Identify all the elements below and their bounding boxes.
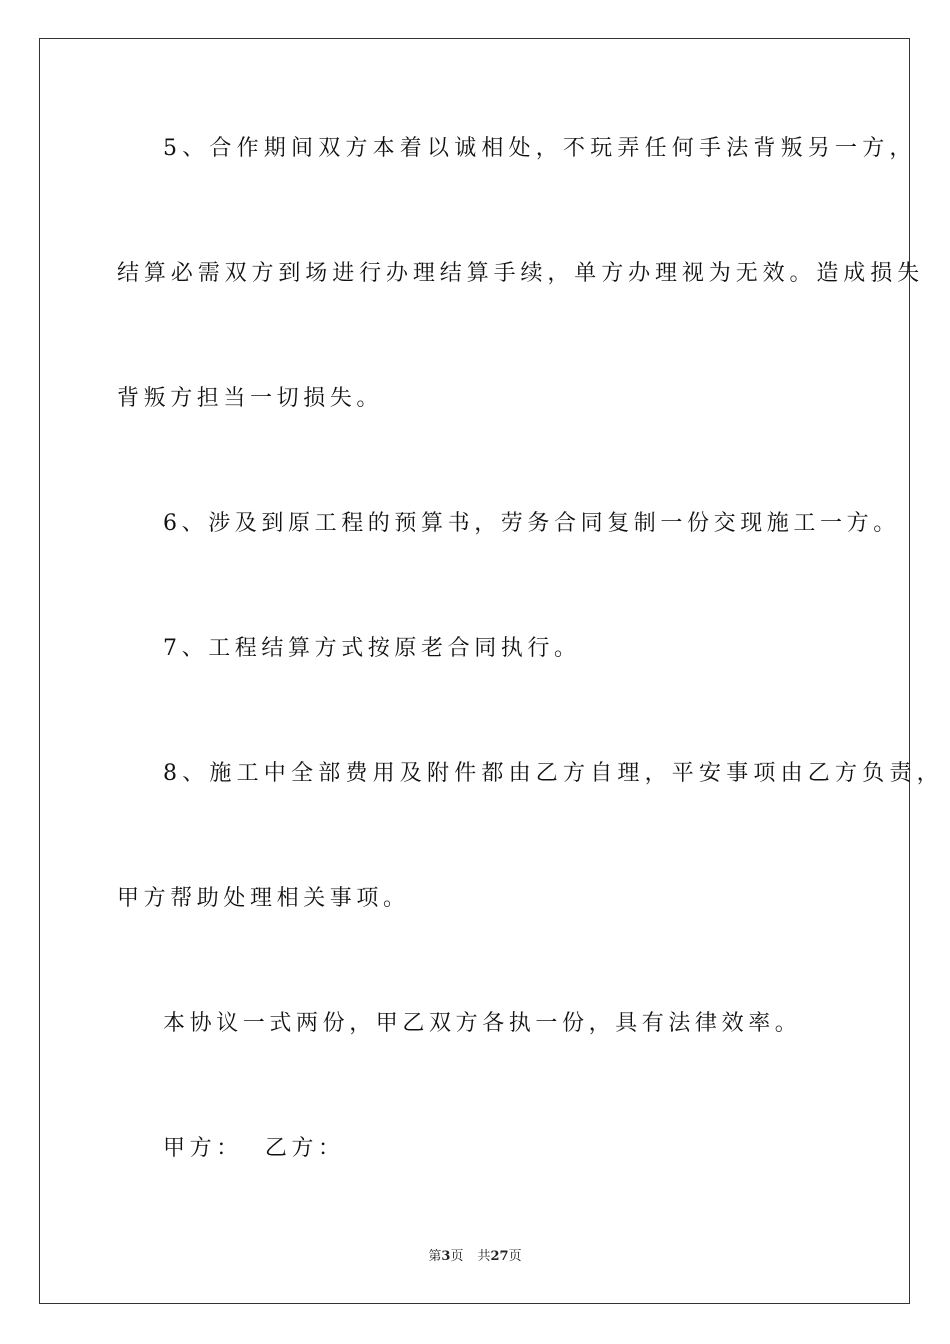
total-page-count: 27 bbox=[490, 1249, 509, 1264]
page-prefix: 第 bbox=[428, 1249, 442, 1264]
page-border bbox=[39, 38, 910, 1304]
party-a-label: 甲方： bbox=[163, 1136, 243, 1161]
total-prefix: 共 bbox=[477, 1249, 491, 1264]
paragraph-clause-6: 6、涉及到原工程的预算书，劳务合同复制一份交现施工一方。 bbox=[163, 511, 900, 536]
party-b-label: 乙方： bbox=[264, 1136, 345, 1161]
paragraph-clause-8-continued: 甲方帮助处理相关事项。 bbox=[117, 886, 410, 911]
current-page-number: 3 bbox=[441, 1249, 451, 1264]
paragraph-clause-5: 5、合作期间双方本着以诚相处，不玩弄任何手法背叛另一方， bbox=[163, 136, 917, 161]
signature-line bbox=[163, 1134, 345, 1164]
paragraph-clause-8: 8、施工中全部费用及附件都由乙方自理，平安事项由乙方负责， bbox=[163, 761, 944, 786]
paragraph-clause-5-end: 背叛方担当一切损失。 bbox=[117, 386, 384, 411]
total-suffix: 页 bbox=[508, 1249, 522, 1264]
paragraph-clause-7: 7、工程结算方式按原老合同执行。 bbox=[163, 636, 581, 661]
page-footer bbox=[0, 1248, 950, 1266]
page-suffix: 页 bbox=[450, 1249, 464, 1264]
paragraph-copies-statement: 本协议一式两份，甲乙双方各执一份，具有法律效率。 bbox=[163, 1011, 802, 1036]
paragraph-clause-5-continued: 结算必需双方到场进行办理结算手续，单方办理视为无效。造成损失 bbox=[117, 261, 925, 286]
